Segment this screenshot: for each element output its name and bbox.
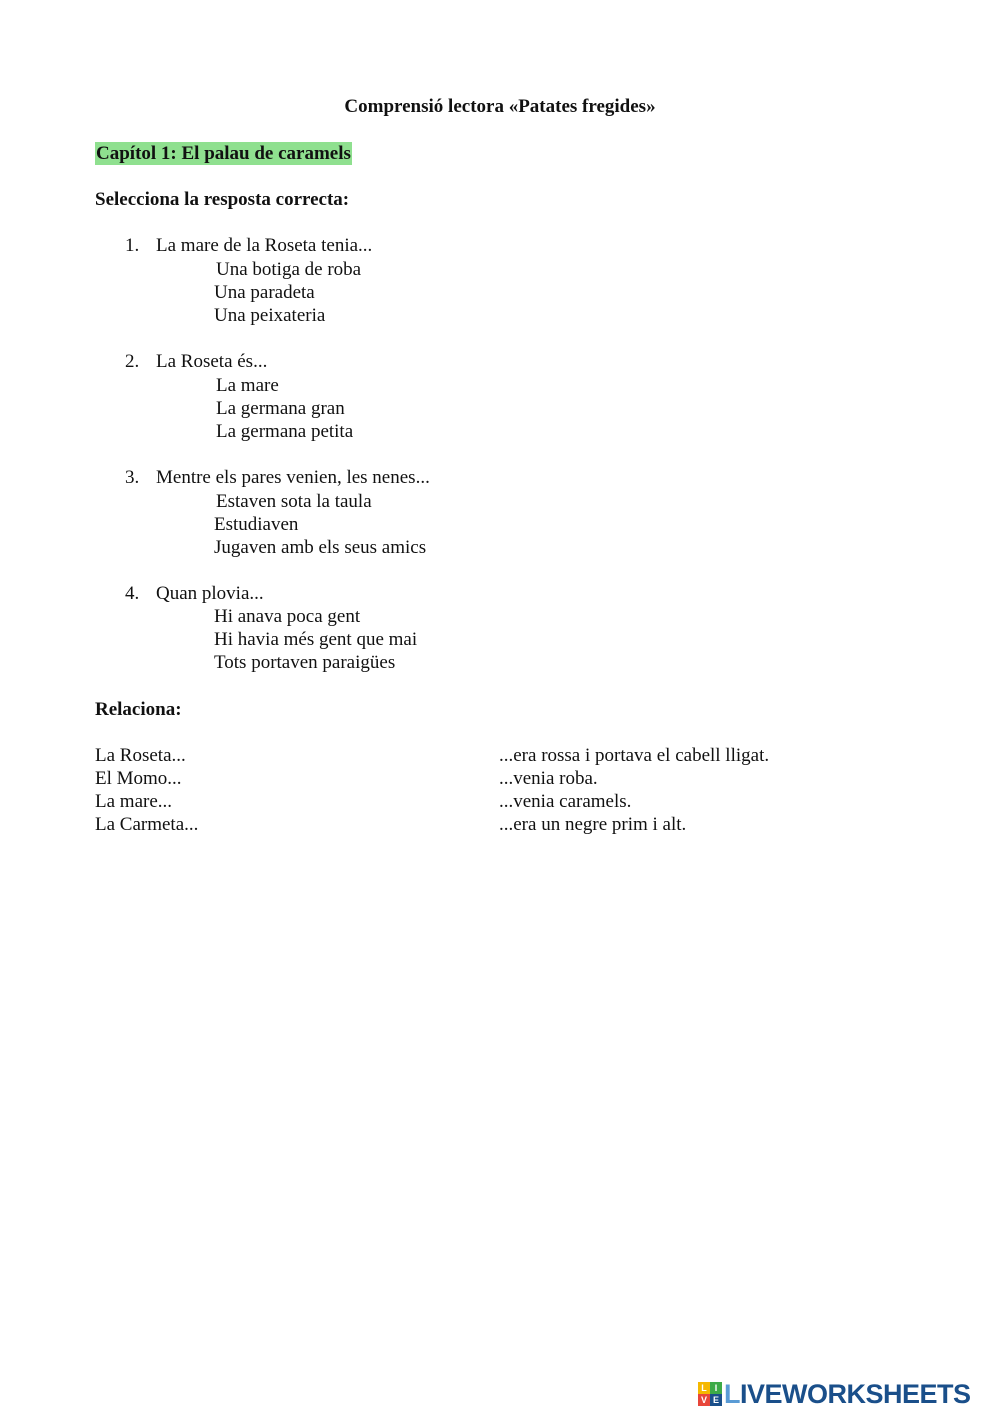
question-3-option-2[interactable]: Estudiaven [214,514,299,535]
logo-text-prefix: L [724,1379,740,1409]
question-4-option-2[interactable]: Hi havia més gent que mai [214,629,418,650]
document-title: Comprensió lectora «Patates fregides» [344,96,656,117]
question-4-option-3[interactable]: Tots portaven paraigües [214,652,396,673]
question-3-option-3[interactable]: Jugaven amb els seus amics [214,537,427,558]
relate-left-item-3[interactable]: La mare... [95,791,173,812]
logo-tile-l: L [698,1382,710,1394]
question-2-number: 2. [125,351,140,372]
liveworksheets-logo [698,1380,971,1408]
instruction-heading: Selecciona la resposta correcta: [95,189,350,210]
liveworksheets-logo-icon [698,1382,722,1406]
relate-right-item-4[interactable]: ...era un negre prim i alt. [499,814,687,835]
chapter-heading: Capítol 1: El palau de caramels [96,143,351,164]
relate-left-item-4[interactable]: La Carmeta... [95,814,199,835]
relate-left-item-2[interactable]: El Momo... [95,768,182,789]
logo-tile-v: V [698,1394,710,1406]
question-3-number: 3. [125,467,140,488]
question-1-option-3[interactable]: Una peixateria [214,305,326,326]
relate-heading: Relaciona: [95,699,182,720]
question-3-option-1[interactable]: Estaven sota la taula [216,491,372,512]
question-2-option-2[interactable]: La germana gran [216,398,345,419]
question-1-option-2[interactable]: Una paradeta [214,282,315,303]
question-2-text: La Roseta és... [156,351,268,372]
question-4-option-1[interactable]: Hi anava poca gent [214,606,361,627]
question-4-text: Quan plovia... [156,583,264,604]
relate-right-item-2[interactable]: ...venia roba. [499,768,598,789]
liveworksheets-logo-text [724,1380,971,1408]
logo-tile-i: I [710,1382,722,1394]
logo-text-main: IVEWORKSHEETS [740,1379,971,1409]
logo-tile-e: E [710,1394,722,1406]
relate-left-item-1[interactable]: La Roseta... [95,745,186,766]
question-1-number: 1. [125,235,140,256]
question-2-option-3[interactable]: La germana petita [216,421,354,442]
question-3-text: Mentre els pares venien, les nenes... [156,467,430,488]
question-1-option-1[interactable]: Una botiga de roba [216,259,362,280]
question-2-option-1[interactable]: La mare [216,375,279,396]
question-1-text: La mare de la Roseta tenia... [156,235,373,256]
question-4-number: 4. [125,583,140,604]
relate-right-item-3[interactable]: ...venia caramels. [499,791,632,812]
relate-right-item-1[interactable]: ...era rossa i portava el cabell lligat. [499,745,770,766]
